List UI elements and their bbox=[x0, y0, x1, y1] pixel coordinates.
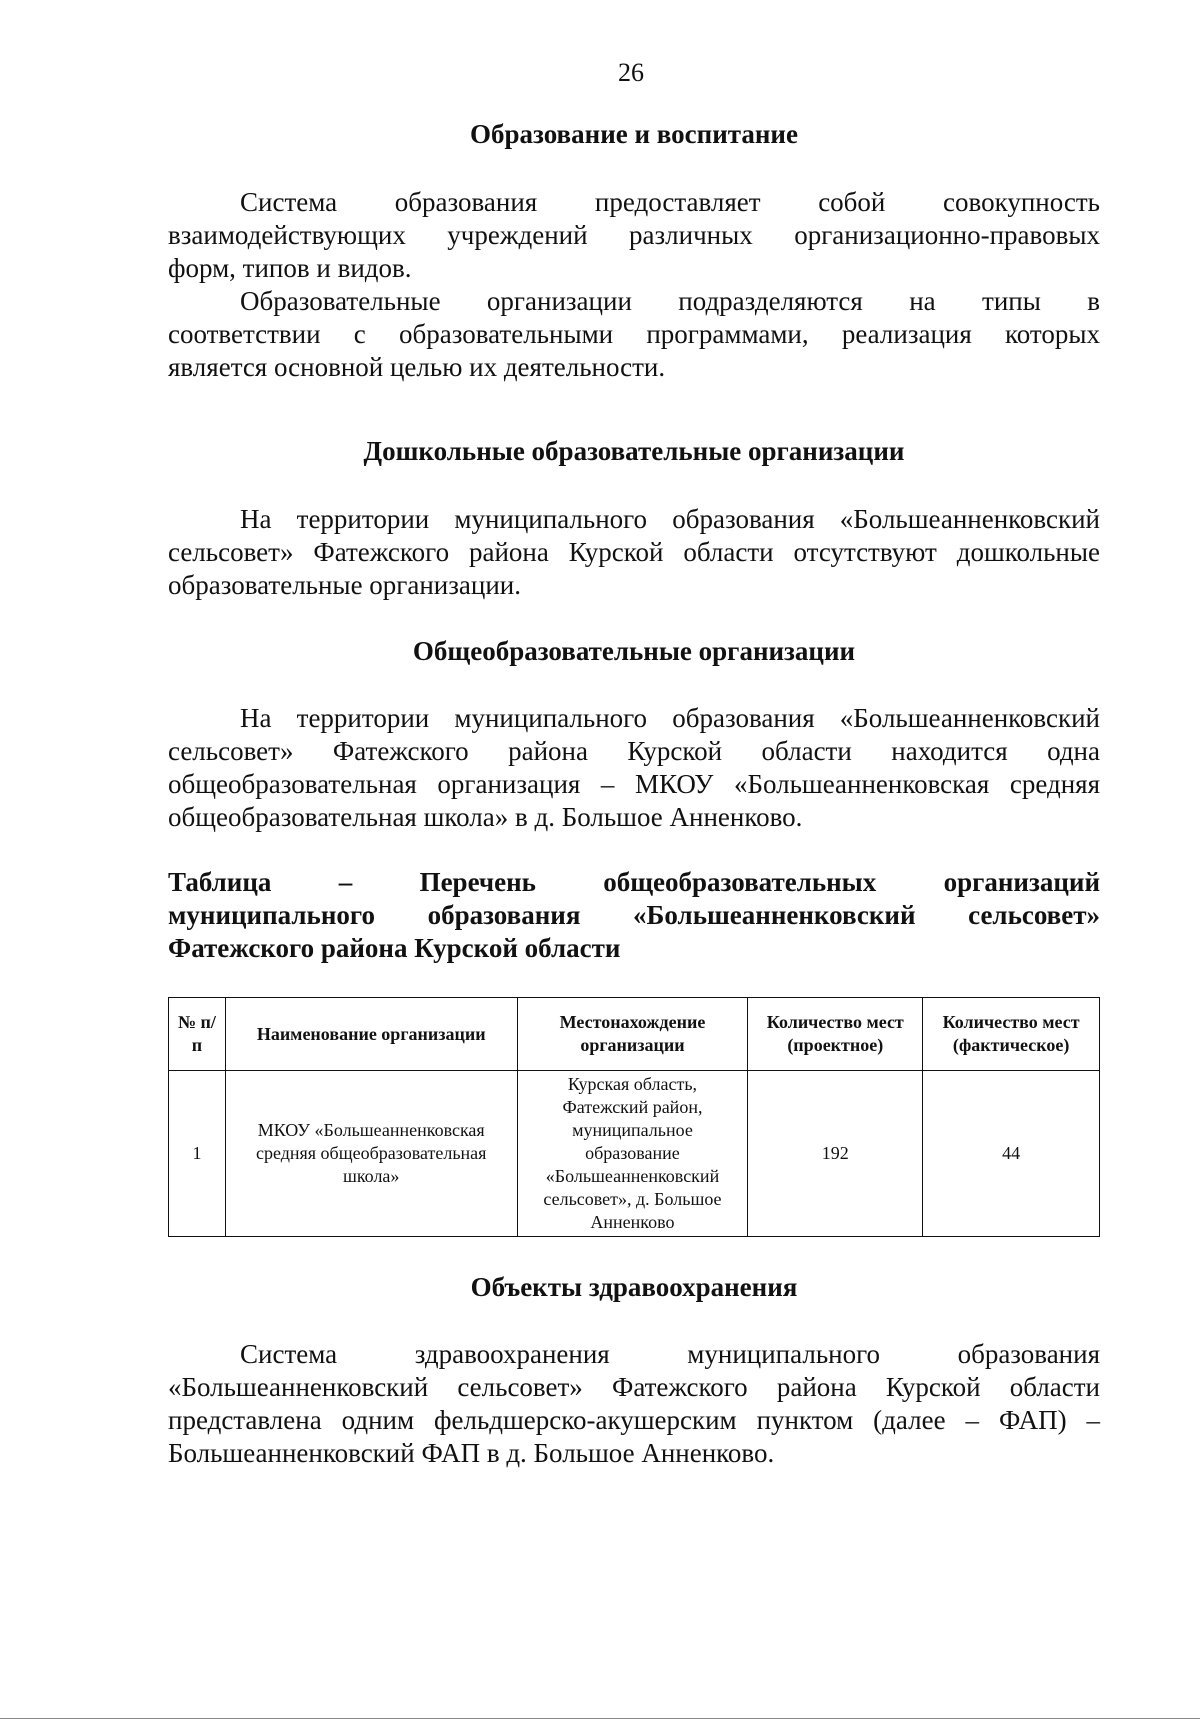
header-design-capacity: Количество мест (проектное) bbox=[748, 998, 923, 1071]
section-title-education: Образование и воспитание bbox=[470, 119, 798, 149]
table-caption bbox=[168, 866, 1100, 965]
header-location: Местонахождение организации bbox=[517, 998, 748, 1071]
text-line: образовательные организации. bbox=[168, 570, 522, 600]
cell-actual-capacity: 44 bbox=[923, 1071, 1100, 1237]
caption-line: Таблица – Перечень общеобразовательных организаций bbox=[168, 867, 1100, 897]
text-line: Большеанненковский ФАП в д. Большое Анненково. bbox=[168, 1438, 775, 1468]
paragraph-healthcare bbox=[168, 1338, 1100, 1470]
text-line: «Большеанненковский сельсовет» Фатежского района Курской области bbox=[168, 1372, 1100, 1402]
text-line: сельсовет» Фатежского района Курской области находится одна bbox=[168, 736, 1100, 766]
text-line: общеобразовательная школа» в д. Большое Анненково. bbox=[168, 802, 803, 832]
text-line: Система здравоохранения муниципального образования bbox=[240, 1339, 1100, 1369]
section-title-preschool: Дошкольные образовательные организации bbox=[363, 436, 905, 466]
text-line: сельсовет» Фатежского района Курской области отсутствуют дошкольные bbox=[168, 537, 1100, 567]
organizations-table bbox=[168, 997, 1100, 1237]
table-row bbox=[169, 1071, 1100, 1237]
header-org-name: Наименование организации bbox=[225, 998, 517, 1071]
text-line: взаимодействующих учреждений различных организационно-правовых bbox=[168, 220, 1100, 250]
header-number: № п/п bbox=[169, 998, 226, 1071]
text-line: форм, типов и видов. bbox=[168, 253, 412, 283]
table-header-row bbox=[169, 998, 1100, 1071]
text-line: На территории муниципального образования «Большеанненковский bbox=[240, 504, 1100, 534]
cell-location: Курская область, Фатежский район, муниципальное образование «Большеанненковский сельсовет», д. Большое Анненково bbox=[517, 1071, 748, 1237]
caption-line: муниципального образования «Большеанненковский сельсовет» bbox=[168, 900, 1100, 930]
scan-edge-divider bbox=[0, 1718, 1200, 1719]
paragraph-general-education bbox=[168, 702, 1100, 834]
text-line: Образовательные организации подразделяются на типы в bbox=[240, 286, 1100, 316]
cell-number: 1 bbox=[169, 1071, 226, 1237]
paragraph-education-types bbox=[168, 285, 1100, 384]
cell-org-name: МКОУ «Большеанненковская средняя общеобразовательная школа» bbox=[225, 1071, 517, 1237]
text-line: Система образования предоставляет собой совокупность bbox=[240, 187, 1100, 217]
paragraph-education-system bbox=[168, 186, 1100, 285]
text-line: общеобразовательная организация – МКОУ «Большеанненковская средняя bbox=[168, 769, 1100, 799]
section-title-healthcare: Объекты здравоохранения bbox=[470, 1272, 798, 1302]
text-line: представлена одним фельдшерско-акушерским пунктом (далее – ФАП) – bbox=[168, 1405, 1100, 1435]
header-actual-capacity: Количество мест (фактическое) bbox=[923, 998, 1100, 1071]
section-title-general-education: Общеобразовательные организации bbox=[412, 636, 856, 666]
page-number: 26 bbox=[618, 58, 644, 87]
text-line: На территории муниципального образования «Большеанненковский bbox=[240, 703, 1100, 733]
paragraph-preschool bbox=[168, 503, 1100, 602]
text-line: является основной целью их деятельности. bbox=[168, 352, 666, 382]
cell-design-capacity: 192 bbox=[748, 1071, 923, 1237]
caption-line: Фатежского района Курской области bbox=[168, 933, 621, 963]
text-line: соответствии с образовательными программами, реализация которых bbox=[168, 319, 1100, 349]
